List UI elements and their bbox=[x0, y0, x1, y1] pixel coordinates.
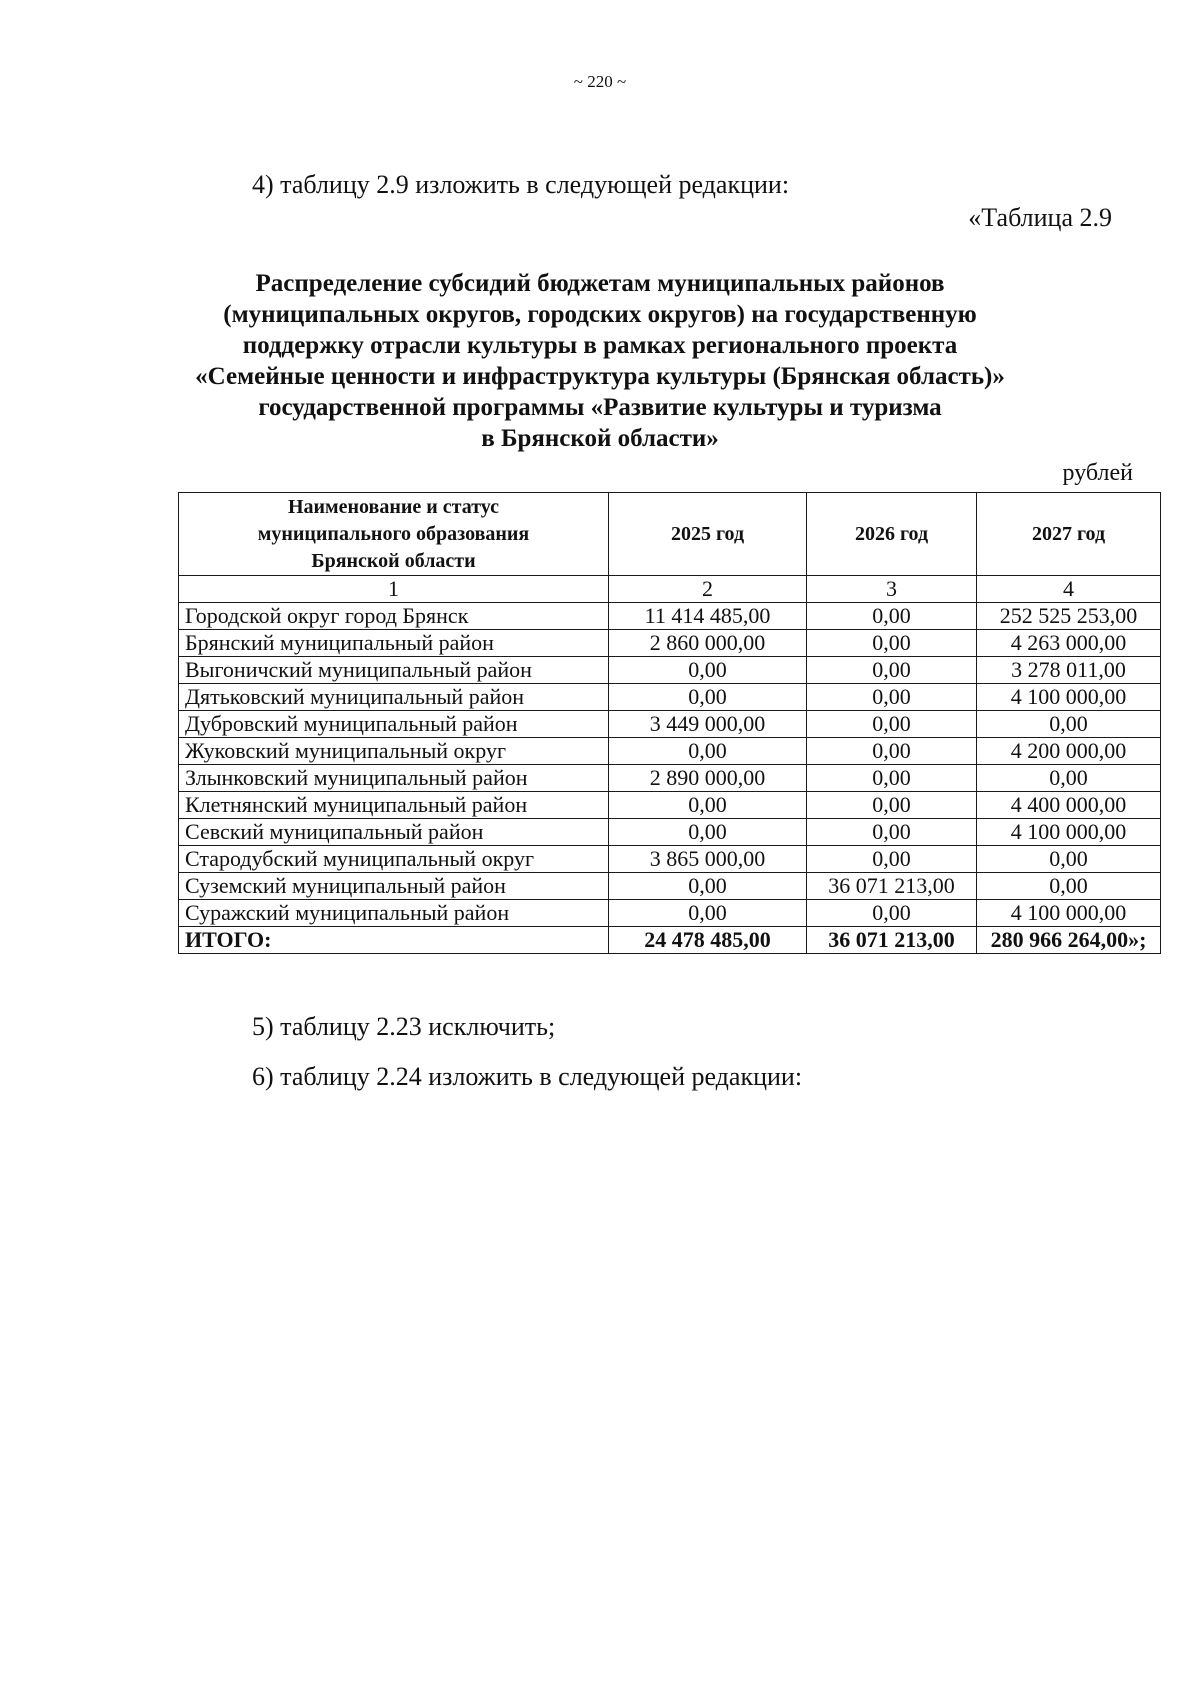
amount-2026: 0,00 bbox=[807, 846, 977, 873]
column-number: 1 bbox=[179, 576, 609, 603]
municipality-name: Стародубский муниципальный округ bbox=[179, 846, 609, 873]
subsidy-table bbox=[178, 492, 1161, 954]
table-row bbox=[179, 873, 1161, 900]
table-row bbox=[179, 846, 1161, 873]
municipality-name: Дятьковский муниципальный район bbox=[179, 684, 609, 711]
table-row bbox=[179, 792, 1161, 819]
municipality-name: Злынковский муниципальный район bbox=[179, 765, 609, 792]
municipality-name: Суземский муниципальный район bbox=[179, 873, 609, 900]
municipality-name: Севский муниципальный район bbox=[179, 819, 609, 846]
table-row bbox=[179, 603, 1161, 630]
amount-2025: 0,00 bbox=[609, 819, 807, 846]
amount-2027: 4 263 000,00 bbox=[977, 630, 1161, 657]
municipality-name: Клетнянский муниципальный район bbox=[179, 792, 609, 819]
units-label: рублей bbox=[1062, 460, 1133, 486]
amount-2026: 0,00 bbox=[807, 657, 977, 684]
amount-2027: 0,00 bbox=[977, 765, 1161, 792]
header-line: Наименование и статус bbox=[287, 495, 500, 518]
amount-2025: 0,00 bbox=[609, 657, 807, 684]
amount-2025: 0,00 bbox=[609, 684, 807, 711]
table-row bbox=[179, 900, 1161, 927]
after-text-1: 5) таблицу 2.23 исключить; bbox=[252, 1012, 556, 1041]
amount-2026: 0,00 bbox=[807, 684, 977, 711]
column-number: 3 bbox=[807, 576, 977, 603]
municipality-name: Суражский муниципальный район bbox=[179, 900, 609, 927]
amount-2027: 0,00 bbox=[977, 846, 1161, 873]
header-2025: 2025 год bbox=[609, 493, 807, 576]
header-2026: 2026 год bbox=[807, 493, 977, 576]
amount-2027: 3 278 011,00 bbox=[977, 657, 1161, 684]
amount-2026: 0,00 bbox=[807, 738, 977, 765]
amount-2026: 0,00 bbox=[807, 603, 977, 630]
table-header-row bbox=[179, 493, 1161, 576]
column-number: 4 bbox=[977, 576, 1161, 603]
title-line: (муниципальных округов, городских округов) на государственную bbox=[223, 301, 977, 328]
table-label: «Таблица 2.9 bbox=[968, 203, 1112, 232]
total-label: ИТОГО: bbox=[179, 927, 609, 954]
amount-2027: 4 100 000,00 bbox=[977, 900, 1161, 927]
amount-2027: 4 100 000,00 bbox=[977, 819, 1161, 846]
column-number: 2 bbox=[609, 576, 807, 603]
title-line: «Семейные ценности и инфраструктура культуры (Брянская область)» bbox=[195, 363, 1005, 390]
amount-2025: 2 890 000,00 bbox=[609, 765, 807, 792]
amount-2026: 0,00 bbox=[807, 630, 977, 657]
amount-2027: 252 525 253,00 bbox=[977, 603, 1161, 630]
table-row bbox=[179, 711, 1161, 738]
amount-2025: 3 449 000,00 bbox=[609, 711, 807, 738]
amount-2025: 0,00 bbox=[609, 900, 807, 927]
page-number: ~ 220 ~ bbox=[573, 72, 627, 91]
total-row bbox=[179, 927, 1161, 954]
amount-2027: 0,00 bbox=[977, 873, 1161, 900]
amount-2025: 0,00 bbox=[609, 738, 807, 765]
table-row bbox=[179, 657, 1161, 684]
amount-2026: 36 071 213,00 bbox=[807, 873, 977, 900]
municipality-name: Брянский муниципальный район bbox=[179, 630, 609, 657]
amount-2025: 0,00 bbox=[609, 792, 807, 819]
title-line: поддержку отрасли культуры в рамках регионального проекта bbox=[242, 332, 958, 359]
header-municipality bbox=[179, 493, 609, 576]
amount-2026: 0,00 bbox=[807, 900, 977, 927]
table-row bbox=[179, 684, 1161, 711]
amount-2025: 2 860 000,00 bbox=[609, 630, 807, 657]
municipality-name: Выгоничский муниципальный район bbox=[179, 657, 609, 684]
amount-2026: 0,00 bbox=[807, 711, 977, 738]
amount-2027: 4 200 000,00 bbox=[977, 738, 1161, 765]
document-title bbox=[150, 268, 1050, 454]
amount-2025: 0,00 bbox=[609, 873, 807, 900]
amount-2027: 0,00 bbox=[977, 711, 1161, 738]
header-line: муниципального образования bbox=[257, 522, 530, 545]
amount-2025: 11 414 485,00 bbox=[609, 603, 807, 630]
table-row bbox=[179, 765, 1161, 792]
amount-2025: 3 865 000,00 bbox=[609, 846, 807, 873]
amount-2027: 4 100 000,00 bbox=[977, 684, 1161, 711]
title-line: Распределение субсидий бюджетам муниципальных районов bbox=[255, 270, 945, 297]
table-row bbox=[179, 630, 1161, 657]
amount-2026: 0,00 bbox=[807, 765, 977, 792]
amount-2026: 0,00 bbox=[807, 819, 977, 846]
title-line: государственной программы «Развитие культуры и туризма bbox=[258, 394, 942, 421]
column-number-row bbox=[179, 576, 1161, 603]
total-2025: 24 478 485,00 bbox=[609, 927, 807, 954]
amount-2026: 0,00 bbox=[807, 792, 977, 819]
total-2027: 280 966 264,00»; bbox=[977, 927, 1161, 954]
table-row bbox=[179, 738, 1161, 765]
title-line: в Брянской области» bbox=[481, 425, 719, 452]
municipality-name: Жуковский муниципальный округ bbox=[179, 738, 609, 765]
table-row bbox=[179, 819, 1161, 846]
header-2027: 2027 год bbox=[977, 493, 1161, 576]
total-2026: 36 071 213,00 bbox=[807, 927, 977, 954]
municipality-name: Дубровский муниципальный район bbox=[179, 711, 609, 738]
intro-text: 4) таблицу 2.9 изложить в следующей редакции: bbox=[252, 170, 790, 199]
amount-2027: 4 400 000,00 bbox=[977, 792, 1161, 819]
header-line: Брянской области bbox=[311, 549, 476, 572]
municipality-name: Городской округ город Брянск bbox=[179, 603, 609, 630]
after-text-2: 6) таблицу 2.24 изложить в следующей редакции: bbox=[252, 1062, 803, 1091]
